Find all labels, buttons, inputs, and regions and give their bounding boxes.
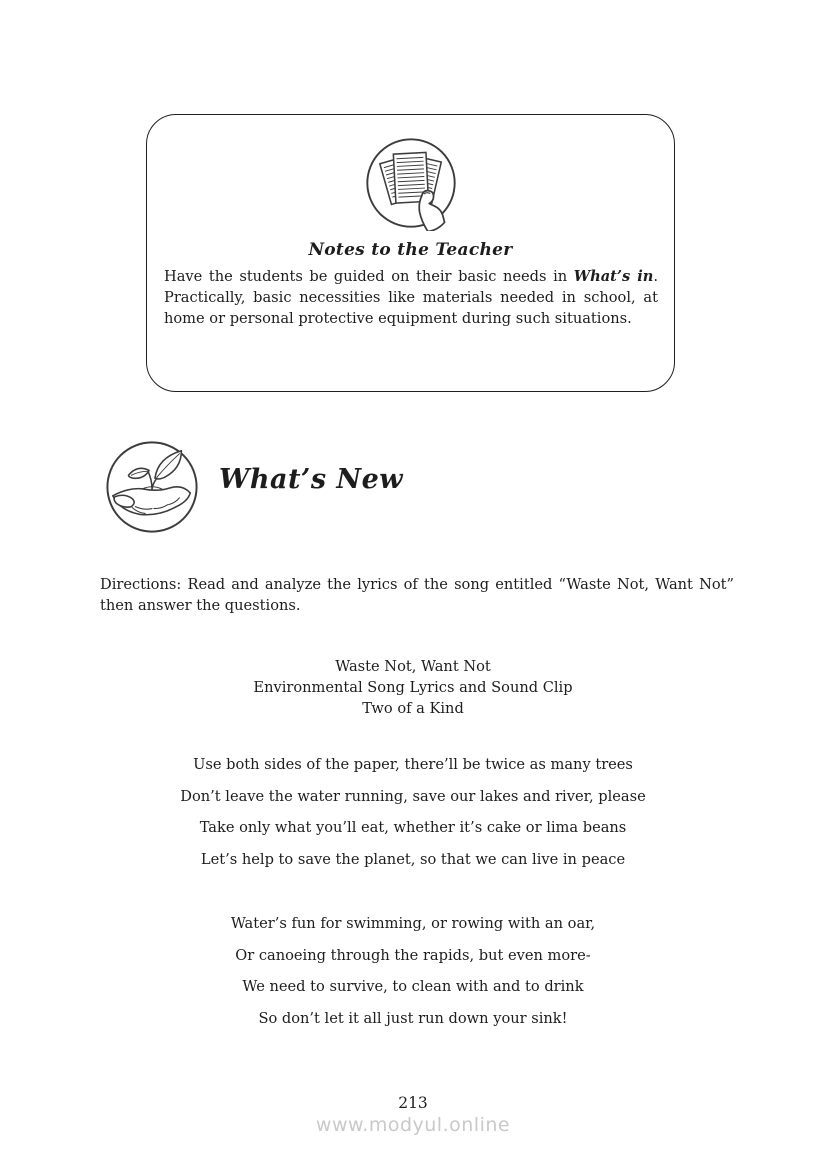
notes-body-text-before: Have the students be guided on their basic needs in — [164, 268, 574, 285]
lyric-line: We need to survive, to clean with and to drink — [242, 978, 584, 995]
song-verse-1 — [0, 749, 826, 875]
lyric-line: So don’t let it all just run down your sink! — [258, 1009, 568, 1027]
song-subtitle: Environmental Song Lyrics and Sound Clip — [253, 679, 573, 696]
song-title: Waste Not, Want Not — [335, 658, 491, 675]
lyric-line: Water’s fun for swimming, or rowing with an oar, — [230, 915, 596, 932]
page-number: 213 — [398, 1094, 428, 1112]
song-verse-2 — [0, 908, 826, 1034]
lyric-line: Or canoeing through the rapids, but even more- — [235, 946, 591, 964]
watermark-text: www.modyul.online — [315, 1114, 511, 1136]
hand-holding-seedling-icon — [103, 438, 201, 536]
directions-text: Directions: Read and analyze the lyrics of the song entitled “Waste Not, Want Not” then answer the questions. — [100, 576, 734, 614]
papers-in-hand-icon — [363, 135, 459, 231]
notes-box-title: Notes to the Teacher — [308, 240, 513, 260]
lyric-line: Let’s help to save the planet, so that we can live in peace — [200, 850, 626, 868]
notes-body-text-after: . Practically, basic necessities like materials needed in school, at home or personal protective equipment during such situations. — [164, 268, 658, 327]
song-artist: Two of a Kind — [362, 700, 464, 717]
whats-new-title: What’s New — [219, 464, 404, 495]
lyric-line: Don’t leave the water running, save our lakes and river, please — [180, 787, 646, 805]
lyric-line: Use both sides of the paper, there’ll be twice as many trees — [193, 756, 633, 773]
notes-to-teacher-box — [146, 114, 675, 392]
notes-box-body — [164, 266, 658, 329]
song-header — [0, 656, 826, 719]
notes-body-bold-phrase: What’s in — [573, 268, 654, 285]
lyric-line: Take only what you’ll eat, whether it’s cake or lima beans — [199, 819, 627, 836]
